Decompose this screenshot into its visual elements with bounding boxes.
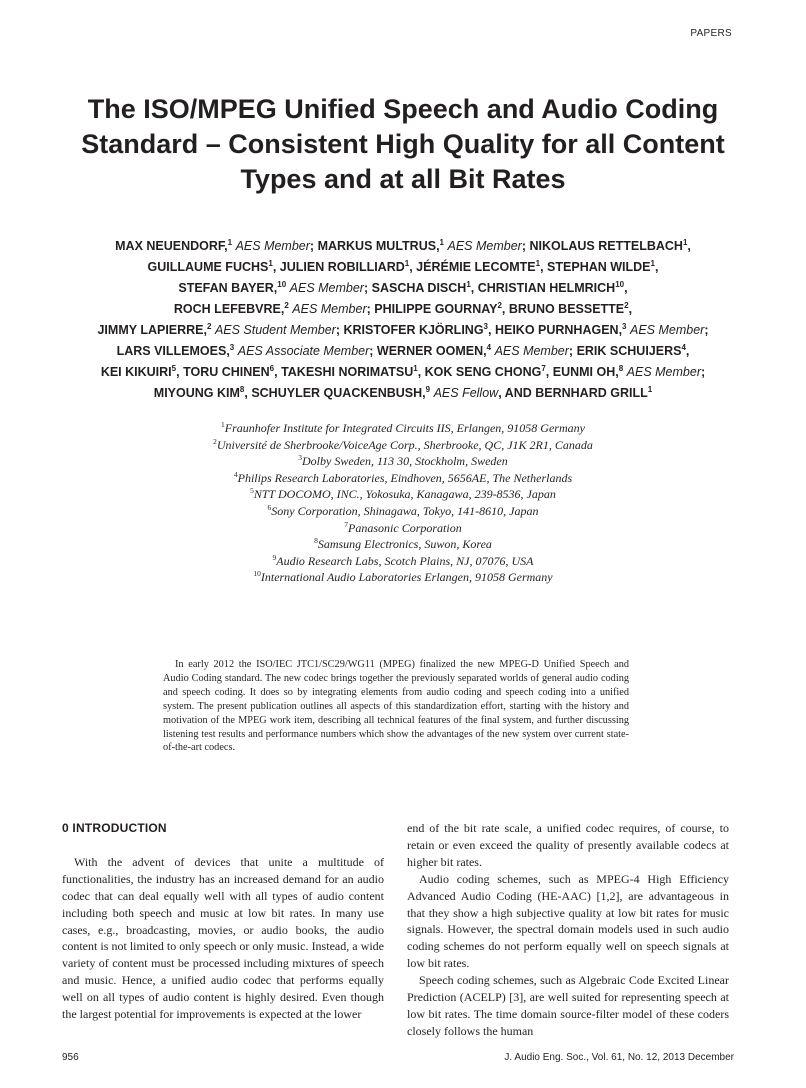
page-number: 956 <box>62 1052 79 1063</box>
body-paragraph: With the advent of devices that unite a multitude of functionalities, the industry has an increased demand for an audio codec that can deal equally well with all types of audio content including both speech and music at low bit rates. In many use cases, e.g., broadcasting, movies, or audio books, the audio content is not limited to only speech or only music. Instead, a wide variety of content must be processed including mixtures of speech and music. Hence, a unified audio codec that performs equally well on all types of audio content is highly desired. Even though the largest potential for improvements is expected at the lower <box>62 854 384 1022</box>
affiliation: $^9$Audio Research Labs, Scotch Plains, NJ, 07076, USA <box>272 552 534 568</box>
author-line-3: STEFAN BAYER,$^{10}$ AES Member; SASCHA DISCH$^1$, CHRISTIAN HELMRICH$^{10}$, <box>178 280 628 295</box>
author-line-4: ROCH LEFEBVRE,$^2$ AES Member; PHILIPPE GOURNAY$^2$, BRUNO BESSETTE$^2$, <box>173 301 633 316</box>
body-paragraph: Audio coding schemes, such as MPEG-4 High Efficiency Advanced Audio Coding (HE-AAC) [1,2], are advantageous in that they show a high subjective quality at low bit rates for music signals. However, the spectral domain models used in such audio coding schemes do not perform equally well on speech signals at low bit rates. <box>407 871 729 971</box>
affiliation-list <box>100 420 706 586</box>
affiliation: $^4$Philips Research Laboratories, Eindhoven, 5656AE, The Netherlands <box>233 469 573 485</box>
affiliation: $^{10}$International Audio Laboratories Erlangen, 91058 Germany <box>253 569 553 585</box>
section-heading: 0 INTRODUCTION <box>62 821 167 835</box>
affiliation: $^2$Université de Sherbrooke/VoiceAge Corp., Sherbrooke, QC, J1K 2R1, Canada <box>213 436 593 452</box>
author-line-7: KEI KIKUIRI$^5$, TORU CHINEN$^6$, TAKESHI NORIMATSU$^1$, KOK SENG CHONG$^7$, EUNMI OH,$^8$ AES Member; <box>100 364 706 379</box>
body-column-left <box>62 820 384 1023</box>
affiliation: $^1$Fraunhofer Institute for Integrated Circuits IIS, Erlangen, 91058 Germany <box>221 420 585 435</box>
author-line-6: LARS VILLEMOES,$^3$ AES Associate Member; WERNER OOMEN,$^4$ AES Member; ERIK SCHUIJERS$^4$, <box>116 343 690 358</box>
author-line-1: MAX NEUENDORF,$^1$ AES Member; MARKUS MULTRUS,$^1$ AES Member; NIKOLAUS RETTELBACH$^1$, <box>115 238 691 253</box>
author-line-5: JIMMY LAPIERRE,$^2$ AES Student Member; KRISTOFER KJÖRLING$^3$, HEIKO PURNHAGEN,$^3$ AES Member; <box>97 322 709 337</box>
body-column-right <box>407 820 729 1040</box>
affiliation: $^7$Panasonic Corporation <box>344 519 462 535</box>
abstract: In early 2012 the ISO/IEC JTC1/SC29/WG11 (MPEG) finalized the new MPEG-D Unified Speech and Audio Coding standard. The new codec brings together the previously separated worlds of general audio coding and speech coding. It does so by integrating elements from audio coding and speech coding into a unified system. The present publication outlines all aspects of this standardization effort, starting with the history and motivation of the MPEG work item, describing all technical features of the final system, and further discussing listening test results and performance numbers which show the advantages of the new system over current state-of-the-art codecs. <box>163 659 629 754</box>
journal-reference: J. Audio Eng. Soc., Vol. 61, No. 12, 2013 December <box>504 1052 734 1063</box>
section-tag: PAPERS <box>690 28 732 39</box>
title-line-1: The ISO/MPEG Unified Speech and Audio Coding <box>87 94 719 124</box>
author-list <box>30 236 776 404</box>
author-line-8: MIYOUNG KIM$^8$, SCHUYLER QUACKENBUSH,$^9$ AES Fellow, AND BERNHARD GRILL$^1$ <box>153 385 653 400</box>
body-paragraph: end of the bit rate scale, a unified codec requires, of course, to retain or even exceed the quality of presently available codecs at higher bit rates. <box>407 821 729 869</box>
title-line-2: Standard – Consistent High Quality for all Content <box>81 129 725 159</box>
affiliation: $^5$NTT DOCOMO, INC., Yokosuka, Kanagawa, 239-8536, Japan <box>250 486 556 502</box>
title-line-3: Types and at all Bit Rates <box>240 164 566 194</box>
body-paragraph: Speech coding schemes, such as Algebraic Code Excited Linear Prediction (ACELP) [3], are well suited for representing speech at low bit rates. The time domain source-filter model of these coders closely follows the human <box>407 973 729 1038</box>
affiliation: $^6$Sony Corporation, Shinagawa, Tokyo, 141-8610, Japan <box>267 502 539 518</box>
author-line-2: GUILLAUME FUCHS$^1$, JULIEN ROBILLIARD$^1$, JÉRÉMIE LECOMTE$^1$, STEPHAN WILDE$^1$, <box>147 259 659 274</box>
paper-title <box>40 92 766 197</box>
affiliation: $^3$Dolby Sweden, 113 30, Stockholm, Sweden <box>298 453 508 469</box>
affiliation: $^8$Samsung Electronics, Suwon, Korea <box>314 536 492 552</box>
